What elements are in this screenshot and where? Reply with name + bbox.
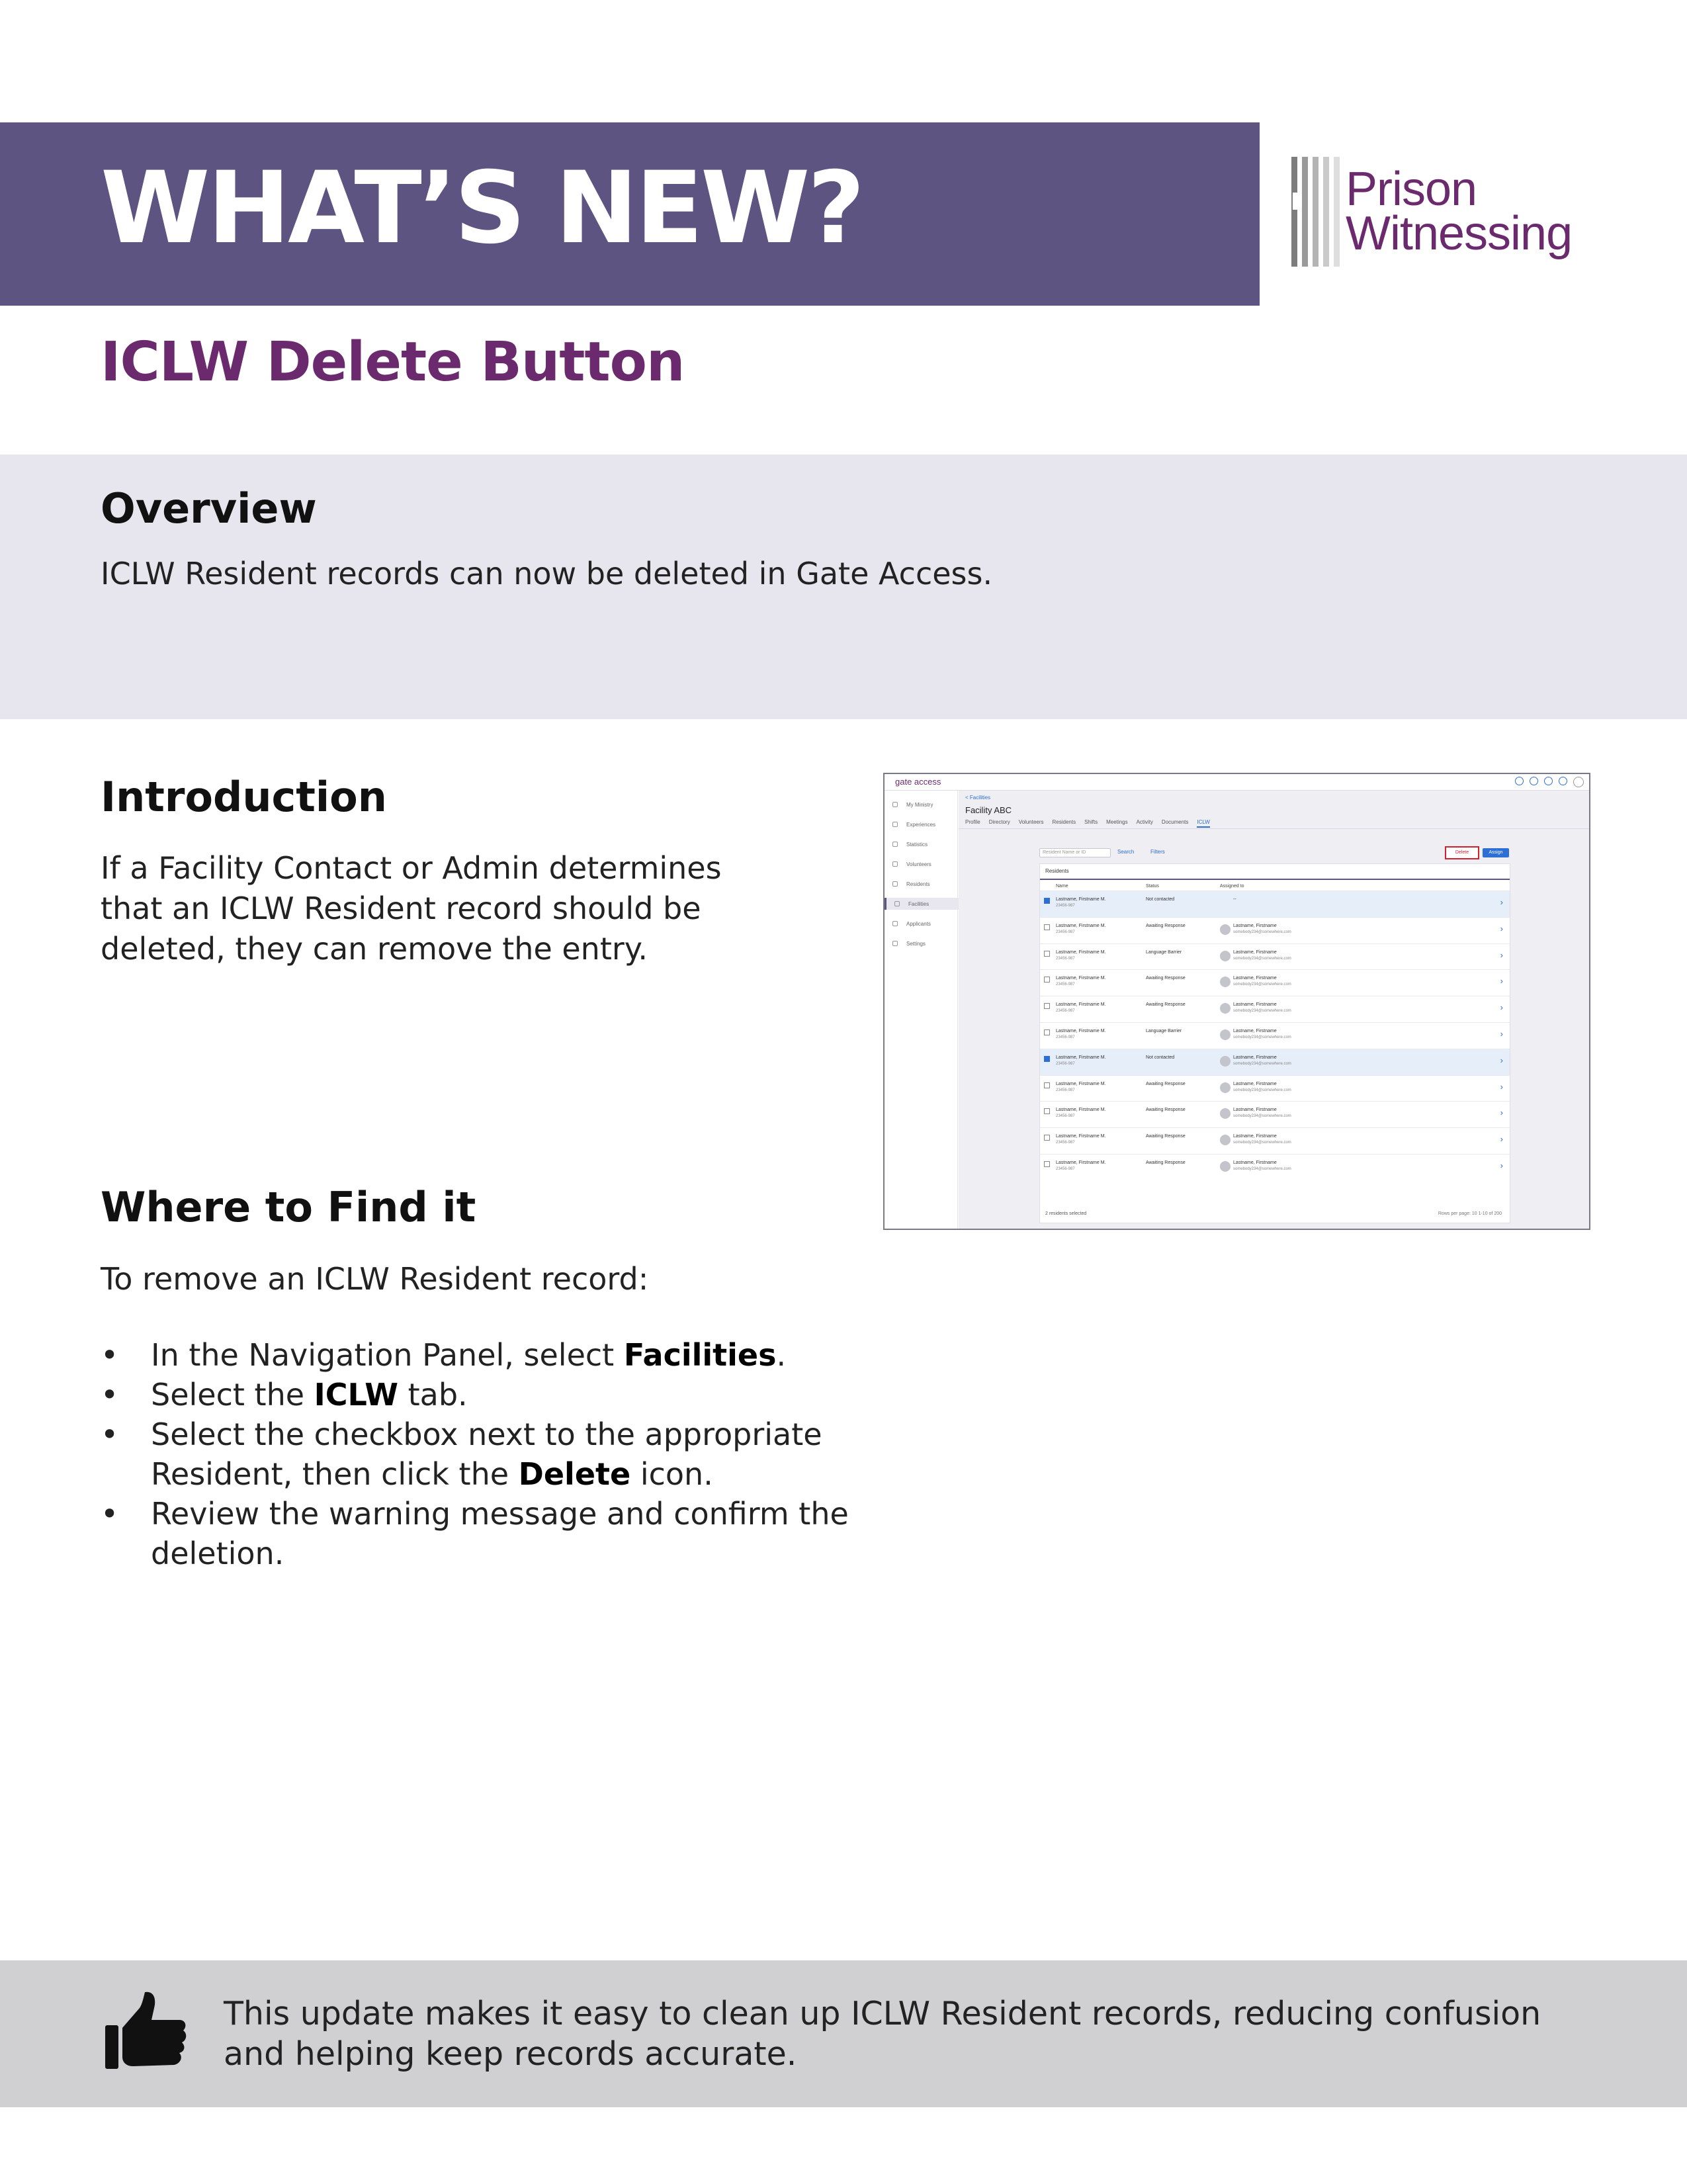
assigned-name: Lastname, Firstname (1233, 1160, 1277, 1165)
users-icon[interactable] (1544, 777, 1553, 785)
row-checkbox[interactable] (1044, 898, 1050, 904)
assigned-name: Lastname, Firstname (1233, 1002, 1277, 1008)
assigned-name: Lastname, Firstname (1233, 923, 1277, 928)
step-item: • Review the warning message and confirm the deletion. (101, 1494, 914, 1573)
overview-heading: Overview (101, 484, 317, 533)
resident-id: 23456-987 (1056, 930, 1075, 934)
table-row[interactable] (1040, 1101, 1510, 1127)
app-brand: gate access (895, 777, 941, 787)
tab-directory[interactable]: Directory (988, 819, 1010, 825)
resident-name: Lastname, Firstname M. (1056, 1081, 1106, 1086)
chevron-right-icon[interactable]: › (1500, 1108, 1503, 1118)
row-checkbox[interactable] (1044, 1161, 1050, 1167)
table-row[interactable] (1040, 891, 1510, 917)
footer-line: and helping keep records accurate. (224, 2035, 797, 2073)
delete-button[interactable]: Delete (1445, 846, 1479, 859)
resident-name: Lastname, Firstname M. (1056, 897, 1106, 902)
tab-iclw[interactable]: ICLW (1197, 819, 1209, 828)
resident-status: Language Barrier (1146, 949, 1182, 955)
assign-button[interactable]: Assign (1483, 848, 1509, 857)
table-row[interactable] (1040, 1049, 1510, 1075)
row-checkbox[interactable] (1044, 1082, 1050, 1088)
residents-table-title: Residents (1045, 868, 1069, 874)
resident-id: 23456-987 (1056, 983, 1075, 987)
avatar (1220, 1056, 1231, 1067)
row-checkbox[interactable] (1044, 1029, 1050, 1035)
facilities-icon (894, 901, 900, 906)
resident-name: Lastname, Firstname M. (1056, 1029, 1106, 1033)
resident-id: 23456-987 (1056, 1061, 1075, 1066)
where-heading: Where to Find it (101, 1183, 476, 1231)
facility-tabs (965, 819, 1210, 828)
bell-icon[interactable] (1559, 777, 1567, 785)
search-button[interactable]: Search (1117, 849, 1135, 855)
tab-activity[interactable]: Activity (1136, 819, 1153, 825)
table-row[interactable] (1040, 1154, 1510, 1180)
tab-residents[interactable]: Residents (1052, 819, 1076, 825)
footer-line: This update makes it easy to clean up ICLW Resident records, reducing confusion (224, 1995, 1541, 2032)
assigned-name: Lastname, Firstname (1233, 976, 1277, 981)
logo-word-prison: Prison (1346, 163, 1477, 216)
tab-shifts[interactable]: Shifts (1084, 819, 1098, 825)
avatar (1220, 977, 1231, 987)
tab-meetings[interactable]: Meetings (1106, 819, 1128, 825)
table-row[interactable] (1040, 969, 1510, 996)
assigned-email: somebody234@somewhere.com (1233, 983, 1291, 987)
resident-id: 23456-987 (1056, 956, 1075, 961)
resident-status: Language Barrier (1146, 1029, 1182, 1033)
resident-status: Awaiting Response (1146, 1160, 1186, 1165)
assigned-email: somebody234@somewhere.com (1233, 1088, 1291, 1092)
introduction-line: If a Facility Contact or Admin determines (101, 850, 722, 886)
avatar (1220, 1135, 1231, 1145)
chevron-right-icon[interactable]: › (1500, 1134, 1503, 1145)
page-title: WHAT’S NEW? (101, 151, 863, 266)
row-checkbox[interactable] (1044, 977, 1050, 983)
help-icon[interactable] (1515, 777, 1524, 785)
statistics-icon (892, 842, 898, 847)
assigned-name: Lastname, Firstname (1233, 1055, 1277, 1060)
table-row[interactable] (1040, 996, 1510, 1022)
thumbs-up-icon (103, 1988, 189, 2074)
footer-text (224, 1993, 1613, 2074)
assigned-email: somebody234@somewhere.com (1233, 1167, 1291, 1171)
resident-id: 23456-987 (1056, 1167, 1075, 1171)
residents-icon (892, 881, 898, 887)
row-checkbox[interactable] (1044, 1003, 1050, 1009)
step-item: • Select the checkbox next to the appropriate Resident, then click the Delete icon. (101, 1415, 914, 1494)
assigned-name: -- (1233, 897, 1236, 902)
sidebar-item-facilities[interactable]: Facilities (885, 898, 959, 910)
overview-section (0, 455, 1687, 719)
selected-count: 2 residents selected (1045, 1211, 1087, 1216)
resident-name: Lastname, Firstname M. (1056, 1160, 1106, 1165)
resident-name: Lastname, Firstname M. (1056, 923, 1106, 928)
volunteers-icon (892, 861, 898, 867)
assigned-email: somebody234@somewhere.com (1233, 1009, 1291, 1014)
row-checkbox[interactable] (1044, 924, 1050, 930)
assigned-email: somebody234@somewhere.com (1233, 1114, 1291, 1119)
assigned-name: Lastname, Firstname (1233, 1108, 1277, 1113)
breadcrumb[interactable]: < Facilities (965, 795, 991, 801)
account-avatar-icon[interactable] (1573, 777, 1584, 787)
sidebar-item-experiences[interactable]: Experiences (885, 818, 957, 830)
resident-name: Lastname, Firstname M. (1056, 976, 1106, 981)
resident-status: Awaiting Response (1146, 1081, 1186, 1086)
resident-id: 23456-987 (1056, 1088, 1075, 1092)
resident-name: Lastname, Firstname M. (1056, 1108, 1106, 1113)
chevron-right-icon[interactable]: › (1500, 1029, 1503, 1039)
assigned-email: somebody234@somewhere.com (1233, 930, 1291, 934)
globe-icon[interactable] (1530, 777, 1538, 785)
row-checkbox[interactable] (1044, 1135, 1050, 1141)
chevron-right-icon[interactable]: › (1500, 976, 1503, 986)
sidebar-item-residents[interactable]: Residents (885, 878, 957, 890)
assigned-email: somebody234@somewhere.com (1233, 1061, 1291, 1066)
feature-subtitle: ICLW Delete Button (101, 331, 685, 394)
resident-status: Awaiting Response (1146, 976, 1186, 981)
introduction-line: that an ICLW Resident record should be (101, 891, 701, 926)
resident-status: Not contacted (1146, 1055, 1175, 1060)
resident-id: 23456-987 (1056, 1141, 1075, 1145)
resident-status: Awaiting Response (1146, 1108, 1186, 1113)
assigned-email: somebody234@somewhere.com (1233, 956, 1291, 961)
avatar (1220, 924, 1231, 935)
applicants-icon (892, 921, 898, 926)
settings-icon (892, 941, 898, 946)
assigned-name: Lastname, Firstname (1233, 1081, 1277, 1086)
avatar (1220, 1108, 1231, 1119)
assigned-email: somebody234@somewhere.com (1233, 1141, 1291, 1145)
step-item: • Select the ICLW tab. (101, 1375, 914, 1415)
assigned-email: somebody234@somewhere.com (1233, 1035, 1291, 1039)
logo-bars-icon (1291, 157, 1344, 267)
chevron-right-icon[interactable]: › (1500, 1160, 1503, 1170)
resident-id: 23456-987 (1056, 1009, 1075, 1014)
resident-id: 23456-987 (1056, 904, 1075, 908)
row-checkbox[interactable] (1044, 1108, 1050, 1114)
column-header-status: Status (1146, 884, 1159, 889)
overview-text: ICLW Resident records can now be deleted in Gate Access. (101, 556, 993, 591)
app-topbar (885, 774, 1589, 791)
chevron-right-icon[interactable]: › (1500, 949, 1503, 960)
chevron-right-icon[interactable]: › (1500, 897, 1503, 907)
introduction-line: deleted, they can remove the entry. (101, 931, 648, 967)
resident-id: 23456-987 (1056, 1035, 1075, 1039)
prison-witnessing-logo (1290, 155, 1608, 268)
chevron-right-icon[interactable]: › (1500, 1002, 1503, 1013)
where-intro: To remove an ICLW Resident record: (101, 1261, 649, 1297)
resident-status: Not contacted (1146, 897, 1175, 902)
sidebar-item-statistics[interactable]: Statistics (885, 838, 957, 850)
row-checkbox[interactable] (1044, 1056, 1050, 1062)
footer-callout (0, 1960, 1687, 2107)
app-content (959, 791, 1589, 1229)
tab-documents[interactable]: Documents (1161, 819, 1189, 825)
table-row[interactable] (1040, 917, 1510, 943)
logo-word-witnessing: Witnessing (1346, 207, 1573, 260)
step-item: • In the Navigation Panel, select Facilities. (101, 1335, 914, 1375)
residents-table (1039, 863, 1510, 1223)
header-banner (0, 122, 1260, 306)
assigned-name: Lastname, Firstname (1233, 949, 1277, 955)
assigned-name: Lastname, Firstname (1233, 1029, 1277, 1033)
facility-title: Facility ABC (965, 805, 1012, 815)
avatar (1220, 1082, 1231, 1093)
row-checkbox[interactable] (1044, 951, 1050, 957)
tab-volunteers[interactable]: Volunteers (1018, 819, 1044, 825)
resident-name: Lastname, Firstname M. (1056, 949, 1106, 955)
chevron-right-icon[interactable]: › (1500, 923, 1503, 934)
resident-name: Lastname, Firstname M. (1056, 1134, 1106, 1139)
sidebar-item-applicants[interactable]: Applicants (885, 918, 957, 930)
table-row[interactable] (1040, 1075, 1510, 1102)
chevron-right-icon[interactable]: › (1500, 1081, 1503, 1092)
ministry-icon (892, 802, 898, 807)
avatar (1220, 1161, 1231, 1172)
sidebar-item-settings[interactable]: Settings (885, 938, 957, 949)
resident-name: Lastname, Firstname M. (1056, 1055, 1106, 1060)
avatar (1220, 1003, 1231, 1014)
introduction-text (101, 848, 894, 969)
avatar (1220, 951, 1231, 961)
table-row[interactable] (1040, 1127, 1510, 1154)
filters-button[interactable]: Filters (1150, 849, 1165, 855)
column-header-name[interactable]: Name (1056, 884, 1068, 889)
steps-list (101, 1335, 914, 1573)
assigned-name: Lastname, Firstname (1233, 1134, 1277, 1139)
column-header-assigned: Assigned to (1220, 884, 1244, 889)
resident-status: Awaiting Response (1146, 923, 1186, 928)
resident-name: Lastname, Firstname M. (1056, 1002, 1106, 1008)
table-row[interactable] (1040, 1022, 1510, 1049)
avatar (1220, 1029, 1231, 1040)
sidebar-item-my-ministry[interactable]: My Ministry (885, 799, 957, 810)
resident-search-input[interactable]: Resident Name or ID (1039, 848, 1111, 857)
resident-id: 23456-987 (1056, 1114, 1075, 1119)
tab-profile[interactable]: Profile (965, 819, 980, 825)
table-row[interactable] (1040, 943, 1510, 970)
resident-status: Awaiting Response (1146, 1002, 1186, 1008)
introduction-heading: Introduction (101, 773, 387, 821)
pagination[interactable]: Rows per page: 10 1-10 of 200 (1438, 1211, 1502, 1216)
app-screenshot (883, 773, 1590, 1230)
app-sidebar (885, 791, 958, 1229)
experiences-icon (892, 822, 898, 827)
chevron-right-icon[interactable]: › (1500, 1055, 1503, 1065)
resident-status: Awaiting Response (1146, 1134, 1186, 1139)
sidebar-item-volunteers[interactable]: Volunteers (885, 858, 957, 870)
